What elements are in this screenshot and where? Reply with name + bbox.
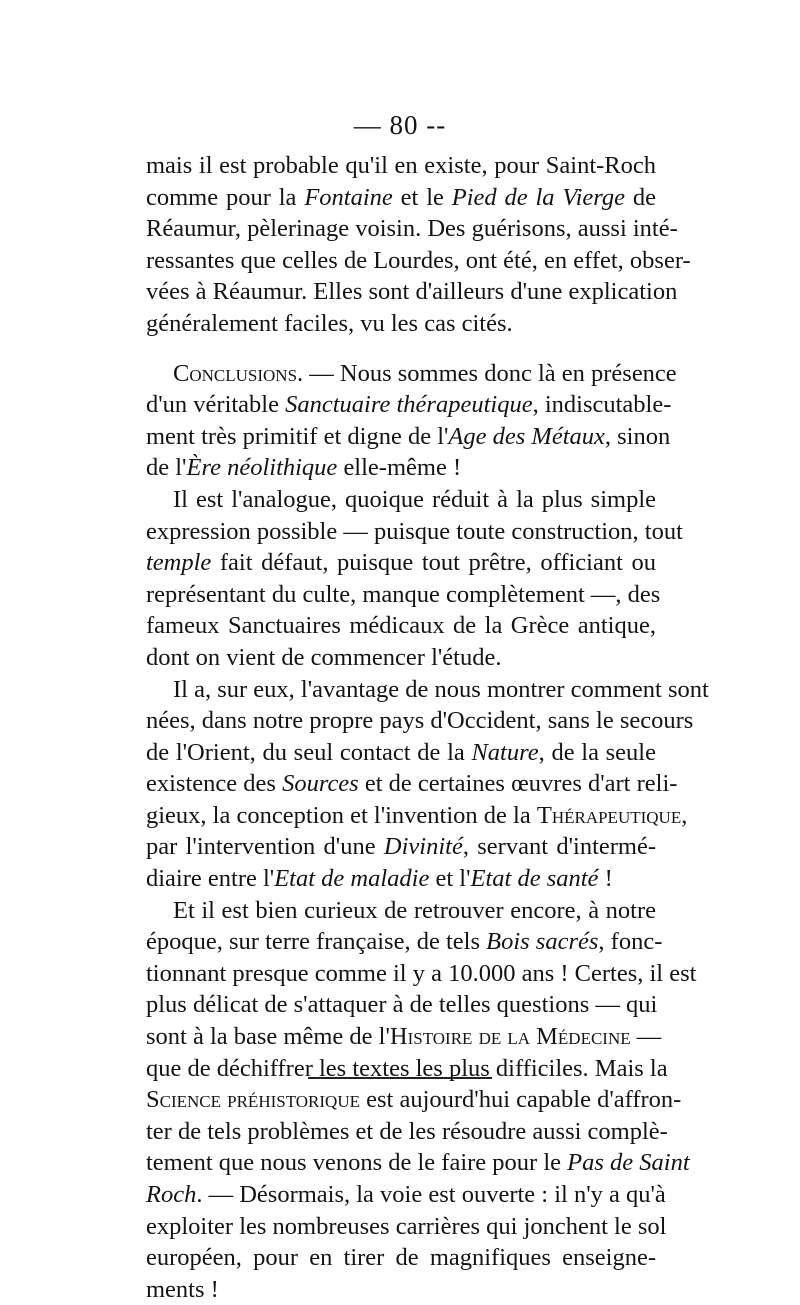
text-line: ressantes que celles de Lourdes, ont été, en effet, obser- bbox=[146, 246, 691, 274]
text-line: comme pour la Fontaine et le Pied de la Vierge de bbox=[146, 183, 657, 211]
text-line: Il a, sur eux, l'avantage de nous montrer comment sont bbox=[173, 675, 709, 703]
text-line: fameux Sanctuaires médicaux de la Grèce antique, bbox=[146, 612, 656, 640]
text-line: sont à la base même de l'Histoire de la Médecine — bbox=[146, 1023, 662, 1051]
text-line: de l'Ère néolithique elle-même ! bbox=[146, 454, 462, 482]
text-line: Science préhistorique est aujourd'hui capable d'affron- bbox=[146, 1086, 682, 1114]
text-line: gieux, la conception et l'invention de la Thérapeutique, bbox=[146, 801, 688, 829]
text-line: Conclusions. — Nous sommes donc là en présence bbox=[173, 359, 677, 387]
text-line: diaire entre l'Etat de maladie et l'Etat de santé ! bbox=[146, 865, 613, 893]
text-line: tionnant presque comme il y a 10.000 ans ! Certes, il est bbox=[146, 959, 697, 987]
text-line: généralement faciles, vu les cas cités. bbox=[146, 309, 513, 337]
text-line: ter de tels problèmes et de les résoudre aussi complè- bbox=[146, 1117, 668, 1145]
text-line: dont on vient de commencer l'étude. bbox=[146, 643, 502, 671]
text-line: expression possible — puisque toute construction, tout bbox=[146, 517, 683, 545]
text-line: vées à Réaumur. Elles sont d'ailleurs d'une explication bbox=[146, 278, 678, 306]
text-line: mais il est probable qu'il en existe, pour Saint-Roch bbox=[146, 152, 656, 179]
closing-rule bbox=[308, 1077, 492, 1079]
text-line: Roch. — Désormais, la voie est ouverte : il n'y a qu'à bbox=[146, 1181, 666, 1208]
text-line: existence des Sources et de certaines œuvres d'art reli- bbox=[146, 770, 678, 798]
text-line: représentant du culte, manque complètement —, des bbox=[146, 580, 661, 608]
text-line: que de déchiffrer les textes les plus difficiles. Mais la bbox=[146, 1054, 668, 1082]
text-line: Et il est bien curieux de retrouver encore, à notre bbox=[173, 896, 656, 924]
text-line: époque, sur terre française, de tels Bois sacrés, fonc- bbox=[146, 928, 663, 956]
text-line: Il est l'analogue, quoique réduit à la plus simple bbox=[173, 485, 656, 513]
text-line: d'un véritable Sanctuaire thérapeutique, indiscutable- bbox=[146, 391, 672, 419]
text-line: de l'Orient, du seul contact de la Nature, de la seule bbox=[146, 738, 656, 766]
text-line: ments ! bbox=[146, 1275, 219, 1303]
text-line: Réaumur, pèlerinage voisin. Des guérisons, aussi inté- bbox=[146, 215, 678, 243]
text-line: européen, pour en tirer de magnifiques enseigne- bbox=[146, 1244, 656, 1272]
text-line: par l'intervention d'une Divinité, servant d'intermé- bbox=[146, 833, 656, 861]
section-heading: Conclusions. bbox=[173, 359, 304, 387]
page-number: — 80 -- bbox=[353, 110, 447, 140]
text-line: temple fait défaut, puisque tout prêtre, officiant ou bbox=[146, 549, 656, 577]
text-line: tement que nous venons de le faire pour le Pas de Saint bbox=[146, 1149, 690, 1177]
text-line: nées, dans notre propre pays d'Occident, sans le secours bbox=[146, 707, 694, 735]
body-text bbox=[146, 150, 709, 1305]
text-line: ment très primitif et digne de l'Age des Métaux, sinon bbox=[146, 422, 671, 450]
text-line: exploiter les nombreuses carrières qui jonchent le sol bbox=[146, 1212, 667, 1240]
text-line: plus délicat de s'attaquer à de telles questions — qui bbox=[146, 991, 658, 1019]
